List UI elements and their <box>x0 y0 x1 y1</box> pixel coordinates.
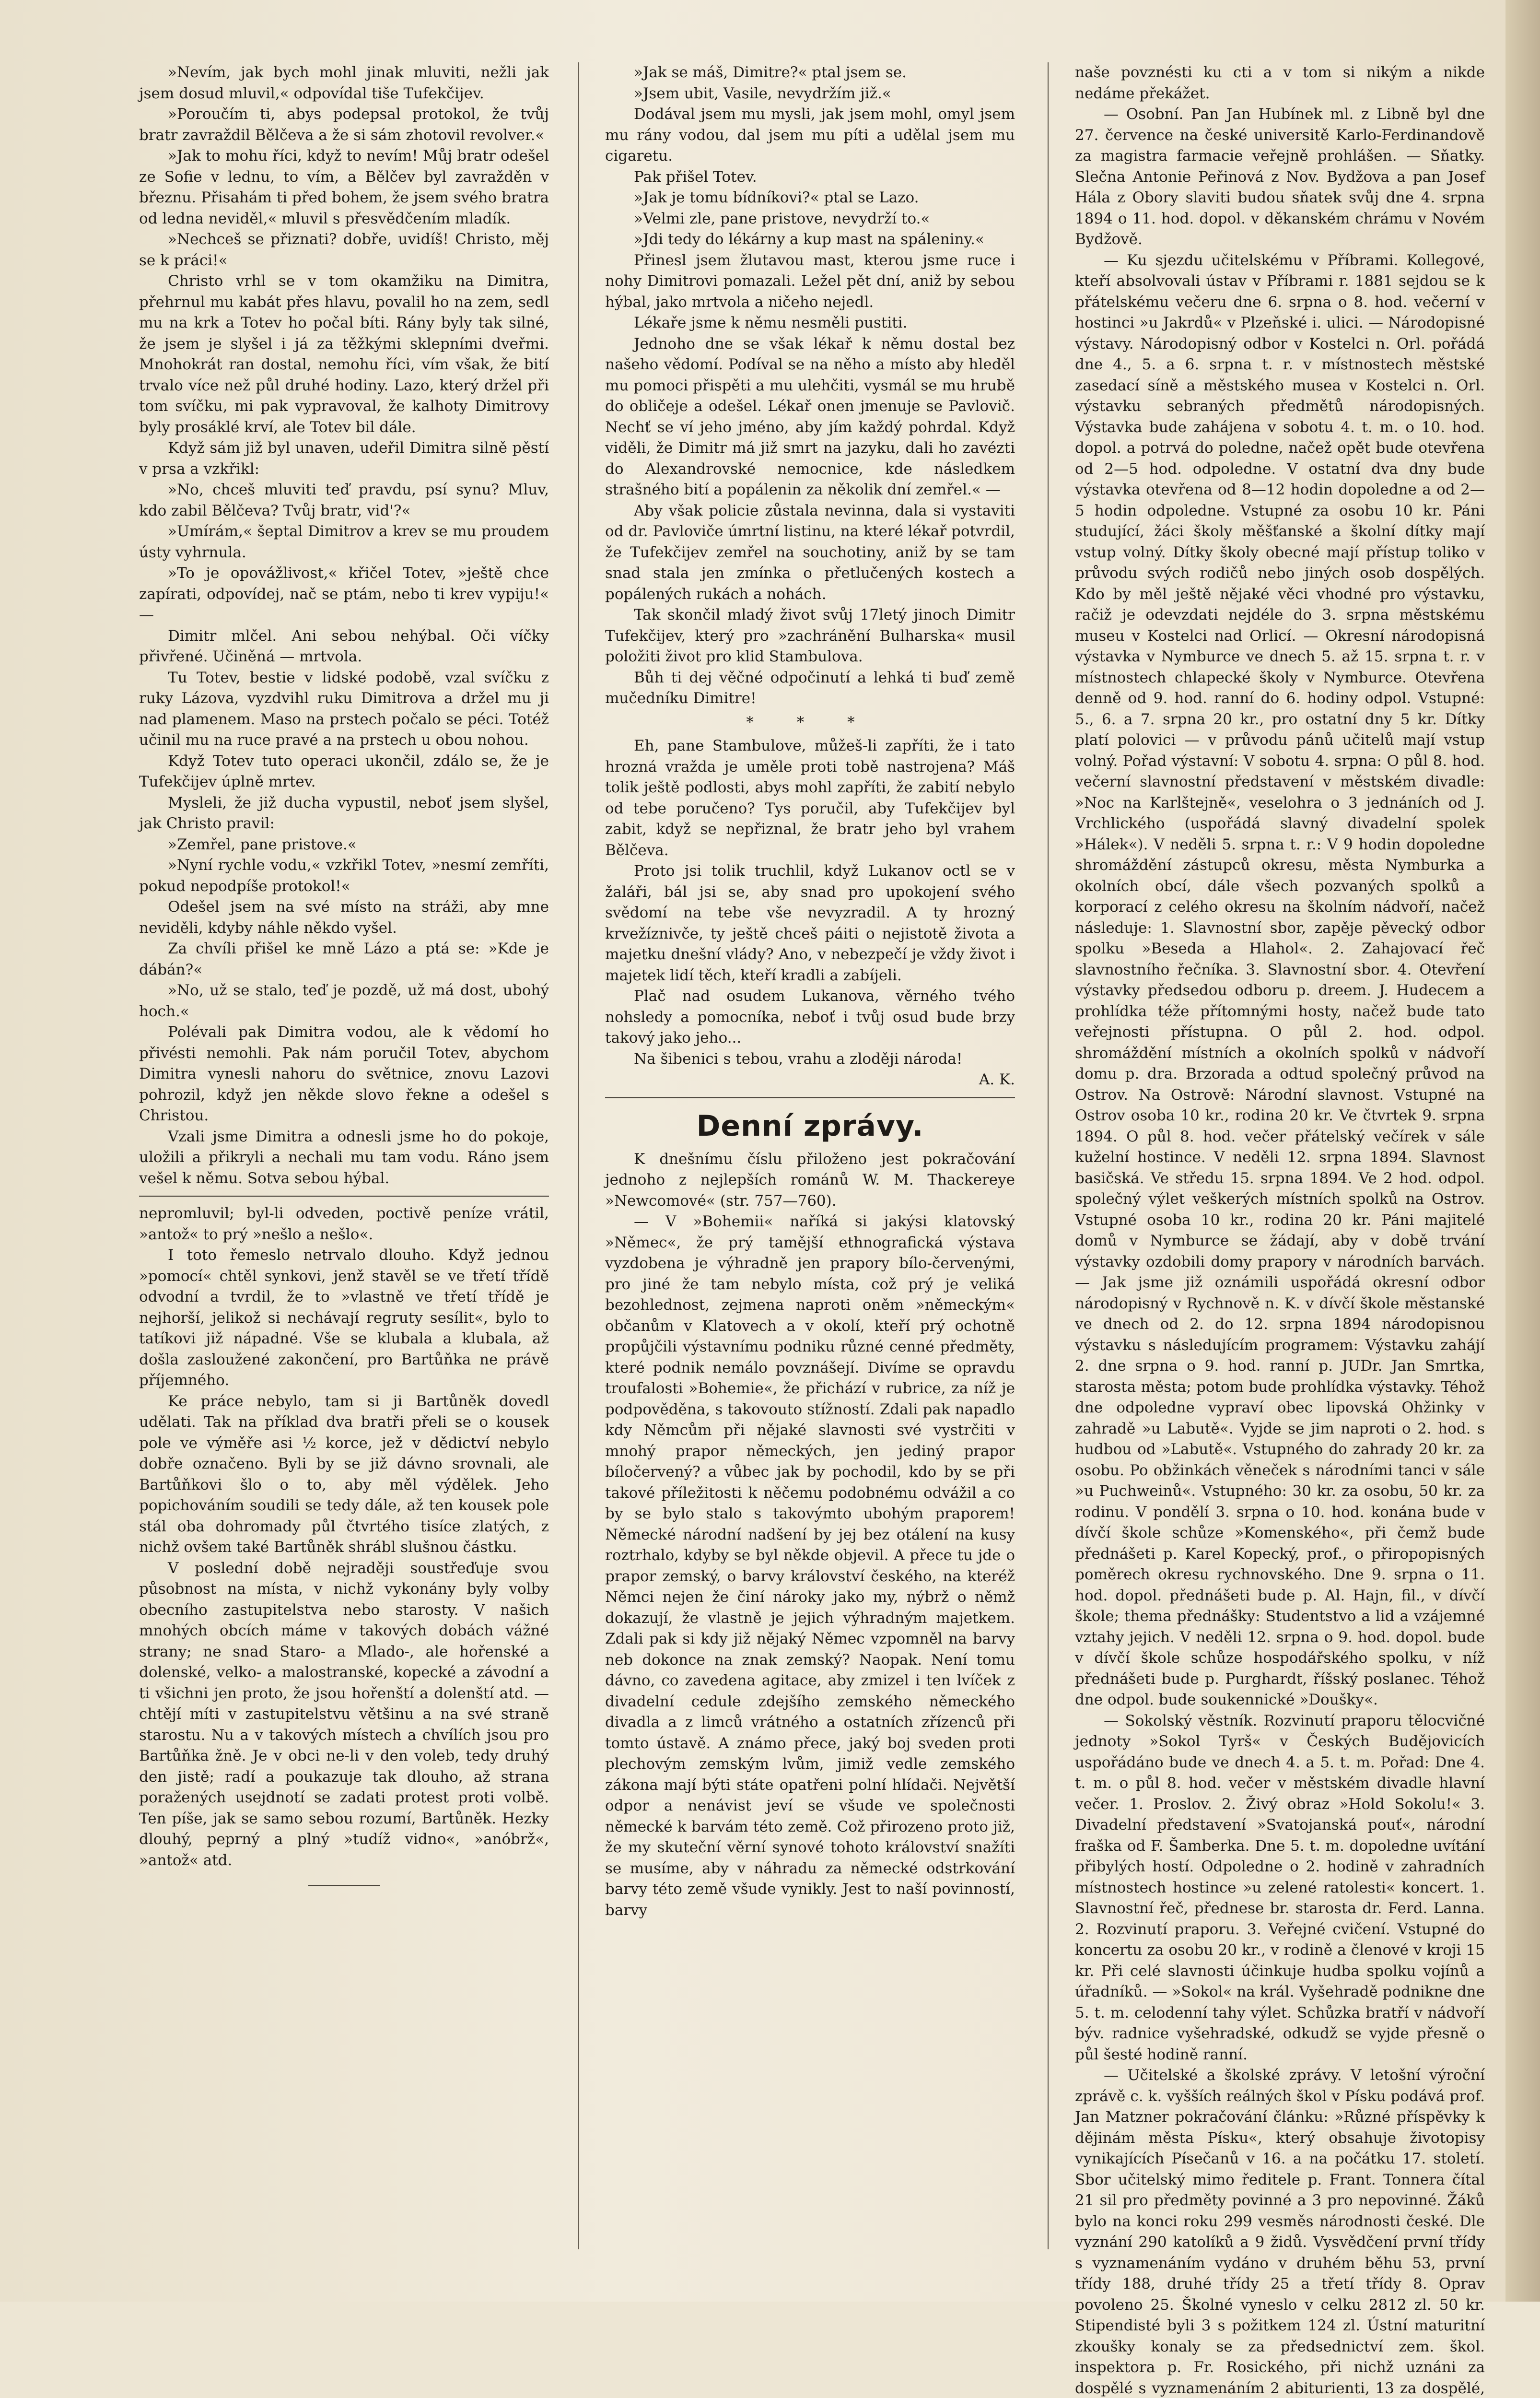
paragraph: »No, chceš mluviti teď pravdu, psí synu? Mluv, kdo zabil Bělčeva? Tvůj bratr, vid'?« <box>139 481 549 519</box>
column-2-story <box>605 62 1015 709</box>
paragraph: »Jak to mohu říci, když to nevím! Můj bratr odešel ze Sofie v lednu, to vím, a Bělčev byl zavražděn v březnu. Přisahám ti před bohem, že jsem svého bratra od ledna neviděl,« mluvil s přesvědčením mladík. <box>139 147 549 227</box>
paragraph: Mysleli, že již ducha vypustil, neboť jsem slyšel, jak Christo pravil: <box>139 794 549 832</box>
paragraph: Když sám již byl unaven, udeřil Dimitra silně pěstí v prsa a vzkřikl: <box>139 439 549 478</box>
page-binding-edge <box>1505 0 1540 2302</box>
paragraph: naše povznésti ku cti a v tom si nikým a nikde nedáme překážet. <box>1075 64 1485 102</box>
column-3-news <box>1075 62 1485 2398</box>
signature-line <box>605 1070 1015 1091</box>
paragraph: »Umírám,« šeptal Dimitrov a krev se mu proudem ústy vyhrnula. <box>139 523 549 561</box>
paragraph: »Poroučím ti, abys podepsal protokol, že tvůj bratr zavraždil Bělčeva a že si sám zhotovil revolver.« <box>139 106 549 144</box>
column-2 <box>605 62 1015 1921</box>
news-items <box>605 1149 1015 1921</box>
paragraph: — Osobní. Pan Jan Hubínek ml. z Libně byl dne 27. července na české universitě Karlo-Ferdinandově za magistra farmacie veřejně prohlášen. — Sňatky. Slečna Antonie Peřinová z Nov. Bydžova a pan Josef Hála z Obory slaviti budou sňatek svůj dne 4. srpna 1894 o 11. hod. dopol. v děkanském chrámu v Novém Bydžově. <box>1075 106 1485 248</box>
section-rule <box>605 1097 1015 1098</box>
column-1-story <box>139 62 549 1189</box>
paragraph: Aby však policie zůstala nevinna, dala si vystaviti od dr. Pavloviče úmrtní listinu, na které lékař potvrdil, že Tufekčijev zemřel na souchotiny, aniž by se tam snad stala jen zmínka o přetlučených kostech a popálených rukách a nohách. <box>605 502 1015 603</box>
paragraph: Proto jsi tolik truchlil, když Lukanov octl se v žaláři, bál jsi se, aby snad pro upokojení svého svědomí na tebe vše nevyzradil. A ty hrozný krvežíznivče, ty ještě chceš páiti o nejistotě života a majetku dnešní vlády? Ano, v nebezpečí je vždy život i majetek lidí těch, kteří kradli a zabíjeli. <box>605 862 1015 984</box>
column-2-story-end <box>605 736 1015 1070</box>
paragraph: K dnešnímu číslu přiloženo jest pokračování jednoho z nejlepších románů W. M. Thackereye »Newcomové« (str. 757—760). <box>605 1150 1015 1210</box>
paragraph: »Nyní rychle vodu,« vzkřikl Totev, »nesmí zemříti, pokud nepodpíše protokol!« <box>139 857 549 895</box>
paragraph: Dimitr mlčel. Ani sebou nehýbal. Oči víčky přivřené. Učiněná — mrtvola. <box>139 627 549 665</box>
paragraph: — Učitelské a školské zprávy. V letošní výroční zprávě c. k. vyšších reálných škol v Písku podává prof. Jan Matzner pokračování článku: »Různé příspěvky k dějinám města Písku«, který obsahuje životopisy vynikajících Písečanů v 16. a na počátku 17. století. Sbor učitelský mimo ředitele p. Frant. Tonnera čítal 21 sil pro předměty povinné a 3 pro nepovinné. Žáků bylo na konci roku 299 vesměs národnosti české. Dle vyznání 290 katolíků a 9 židů. Vysvědčení první třídy s vyznamenáním vydáno v druhém běhu 53, první třídy 188, druhé třídy 25 a třetí třídy 8. Oprav povoleno 25. Školné vyneslo v celku 2812 zl. 50 kr. Stipendisté byli 3 s požitkem 124 zl. Ústní maturitní zkoušky konaly se za předsednictví zem. škol. inspektora p. Fr. Rosického, při nichž uznáni za dospělé s vyznamenáním 2 abiturienti, 13 za dospělé, <box>1075 2067 1485 2397</box>
column-3 <box>1075 62 1485 2398</box>
column-1-continuation <box>139 1203 549 1871</box>
paragraph: Pak přišel Totev. <box>634 168 757 186</box>
paragraph: »Jak je tomu bídníkovi?« ptal se Lazo. <box>634 189 919 206</box>
paragraph: Lékaře jsme k němu nesměli pustiti. <box>634 314 908 331</box>
paragraph: Na šibenici s tebou, vrahu a zloději národa! <box>634 1050 963 1068</box>
paragraph: — Sokolský věstník. Rozvinutí praporu tělocvičné jednoty »Sokol Tyrš« v Českých Budějovicích uspořádáno bude ve dnech 4. a 5. t. m. Pořad: Dne 4. t. m. o půl 8. hod. večer v městském divadle hlavní večer. 1. Proslov. 2. Živý obraz »Hold Sokolu!« 3. Divadelní představení »Svatojanská pouť«, národní fraška od F. Šamberka. Dne 5. t. m. dopoledne uvítání přibylých hostí. Odpoledne o 2. hodině v zahradních místnostech hostince »u zelené ratolesti« koncert. 1. Slavnostní řeč, přednese br. starosta dr. Ferd. Lanna. 2. Rozvinutí praporu. 3. Veřejné cvičení. Vstupné do koncertu za osobu 20 kr., v rodině a členové v kroji 15 kr. Při celé slavnosti účinkuje hudba spolku vojínů a úřadníků. — »Sokol« na král. Vyšehradě podnikne dne 5. t. m. celodenní tahy výlet. Schůzka bratří v nádvoří býv. radnice vyšehradské, odkudž se vyjde přesně o půl šesté hodině ranní. <box>1075 1712 1485 2063</box>
column-1 <box>139 62 549 1886</box>
paragraph: »Zemřel, pane pristove.« <box>168 835 357 853</box>
paragraph: Když Totev tuto operaci ukončil, zdálo se, že je Tufekčijev úplně mrtev. <box>139 752 549 790</box>
paragraph: nepromluvil; byl-li odveden, poctivě peníze vrátil, »antož« to prý »nešlo a nešlo«. <box>139 1205 549 1243</box>
paragraph: Přinesl jsem žlutavou mast, kterou jsme ruce i nohy Dimitrovi pomazali. Ležel pět dní, aniž by sebou hýbal, jako mrtvola a ničeho nejedl. <box>605 251 1015 311</box>
paragraph: »Jsem ubit, Vasile, nevydržím již.« <box>634 84 891 102</box>
paragraph: Tu Totev, bestie v lidské podobě, vzal svíčku z ruky Lázova, vyzdvihl ruku Dimitrova a držel mu ji nad plamenem. Maso na prstech počalo se péci. Totéž učinil mu na ruce pravé a na prstech u obou nohou. <box>139 669 549 749</box>
paragraph: »Jdi tedy do lékárny a kup mast na spáleniny.« <box>634 231 984 248</box>
paragraph: Plač nad osudem Lukanova, věrného tvého nohsledy a pomocníka, neboť i tvůj osud bude brzy takový jako jeho... <box>605 987 1015 1046</box>
paragraph: Christo vrhl se v tom okamžiku na Dimitra, přehrnul mu kabát přes hlavu, povalil ho na zem, sedl mu na krk a Totev ho počal bíti. Rány byly tak silné, že jsem je slyšel i já za těžkými sklepními dveřmi. Mnohokrát ran dostal, nemohu říci, vím však, že bití trvalo více než půl druhé hodiny. Lazo, který držel při tom svíčku, mi pak vypravoval, že kalhoty Dimitrovy byly prosáklé krví, ale Totev bil dále. <box>139 272 549 436</box>
paragraph: »Nechceš se přiznati? dobře, uvidíš! Christo, měj se k práci!« <box>139 231 549 269</box>
paragraph: »Jak se máš, Dimitre?« ptal jsem se. <box>634 64 907 81</box>
paragraph: »Nevím, jak bych mohl jinak mluviti, nežli jak jsem dosud mluvil,« odpovídal tiše Tufekčijev. <box>139 64 549 102</box>
paragraph: — Ku sjezdu učitelskému v Příbrami. Kollegové, kteří absolvovali ústav v Příbrami r. 1881 sejdou se k přátelskému večeru dne 6. srpna o 8. hod. večerní v hostinci »u Jakrdů« v Plzeňské i. ulici. — Národopisné výstavy. Národopisný odbor v Kostelci n. Orl. pořádá dne 4., 5. a 6. srpna t. r. v místnostech městské zasedací síně a městského musea v Kostelci n. Orl. výstavku sebraných předmětů národopisných. Výstavka bude zahájena v sobotu 4. t. m. o 10. hod. dopol. a potrvá do poledne, načež opět bude otevřena od 2—5 hod. odpoledne. V ostatní dva dny bude výstavka otevřena od 8—12 hodin dopoledne a od 2—5 hodin odpoledne. Vstupné za osobu 10 kr. Páni studující, žáci školy měšťanské a školní dítky mají vstup volný. Dítky školy obecné mají přístup toliko v průvodu svých rodičů nebo jiných osob dospělých. Kdo by měl ještě nějaké věci vhodné pro výstavku, račiž je odevzdati nejdéle do 3. srpna městskému museu v Kostelci nad Orlicí. — Okresní národopisná výstavka v Nymburce ve dnech 5. až 15. srpna t. r. v místnostech chlapecké školy v Nymburce. Otevřena denně od 9. hod. ranní do 6. hodiny odpol. Vstupné: 5., 6. a 7. srpna 20 kr., pro ostatní dny 5 kr. Dítky platí polovici — v průvodu pánů učitelů mají vstup volný. Pořad výstavní: V sobotu 4. srpna: O půl 8. hod. večerní slavnostní představení v městském divadle: »Noc na Karlštejně«, veselohra o 3 jednáních od J. Vrchlického (uspořádá slavný divadelní spolek »Hálek«). V neděli 5. srpna t. r.: V 9 hodin dopoledne shromáždění zástupců okresu, města Nymburka a okolních obcí, dále všech pozvaných spolků a korporací z celého okresu na školním nádvoří, načež následuje: 1. Slavnostní sbor, zapěje pěvecký odbor spolku »Beseda a Hlahol«. 2. Zahajovací řeč slavnostního řečníka. 3. Slavnostní sbor. 4. Otevření výstavky předsedou odboru p. dreem. J. Hudecem a prohlídka téže přítomnými hosty, načež bude tato veřejnosti přístupna. O půl 2. hod. odpol. shromáždění místních a okolních spolků v nádvoří domu p. dra. Brzorada a odtud společný průvod na Ostrov. Na Ostrově: Národní slavnost. Vstupné na Ostrov osoba 10 kr., rodina 20 kr. Ve čtvrtek 9. srpna 1894. O půl 8. hod. večer přátelský večírek v sále kuželní hostince. V neděli 12. srpna 1894. Slavnost basičská. Ve středu 15. srpna 1894. Ve 2 hod. odpol. společný výlet veškerých místních spolků na Ostrov. Vstupné osoba 10 kr., rodina 20 kr. Páni majitelé domů v Nymburce se žádají, aby v době trvání výstavky ozdobili domy prapory v národních barvách. — Jak jsme již oznámili uspořádá okresní odbor národopisný v Rychnově n. K. v dívčí škole městanské ve dnech od 2. do 12. srpna 1894 národopisnou výstavku s následujícím programem: Výstavku zahájí 2. dne srpna o 9. hod. ranní p. JUDr. Jan Smrtka, starosta města; potom bude prohlídka výstavky. Téhož dne odpoledne vypraví obec lipovská Ohžinky v zahradě »u Labutě«. Vyjde se jim naproti o 2. hod. s hudbou od »Labutě«. Vstupného do zahrady 20 kr. za osobu. Po obžinkách věneček s národními tanci v sále »u Puchweinů«. Vstupného: 30 kr. za osobu, 50 kr. za rodinu. V pondělí 3. srpna o 10. hod. konána bude v dívčí škole schůze »Komenského«, při čemž bude přednášeti p. Karel Kopecký, prof., o přiropopisných poměrech okresu rychnovského. Dne 9. srpna o 11. hod. dopol. přednášeti bude p. Al. Hajn, fil., v dívčí škole; thema přednášky: Studentstvo a lid a vzájemné vztahy jejich. V neděli 12. srpna o 9. hod. dopol. bude v dívčí škole schůze hospodářského spolku, v níž přednášeti bude p. Purghardt, říšský poslanec. Téhož dne odpol. bude soukennické »Doušky«. <box>1075 251 1485 1708</box>
column-divider-2 <box>1048 62 1049 2249</box>
paragraph: »No, už se stalo, teď je pozdě, už má dost, ubohý hoch.« <box>139 982 549 1020</box>
paragraph: — V »Bohemii« naříká si jakýsi klatovský »Němec«, že prý tamější ethnografická výstava vyzdobena je výhradně jen prapory bílo-červenými, pro jiné že tam nebylo místa, což prý je veliká bezohlednost, zejmena naproti oněm »německým« občanům v Klatovech a v okolí, kteří prý ochotně propůjčili výstavnímu podniku různé cenné předměty, které podnik nemálo povznášejí. Divíme se opravdu troufalosti »Bohemie«, že přichází v rubrice, za níž je podpověděna, s takovouto stížností. Zdali pak napadlo kdy Němcům při nějaké slavnosti své vystrčiti v mnohý prapor německých, jen jediný prapor bíločervený? a vůbec jak by pochodil, kdo by se při takové příležitosti k něčemu podobnému odvážil a co by se bylo stalo s takovýmto ubohým praporem! Německé národní nadšení by jej bez otálení na kusy roztrhalo, kdyby se byl někde objevil. A přece tu jde o prapor zemský, o barvy království českého, na kteréž Němci nejen že činí nároky jako my, nýbrž o němž dokazují, že vlastně je jejich výhradným majetkem. Zdali pak si kdy již nějaký Němec vzpomněl na barvy neb dokonce na znak zemský? Naopak. Není tomu dávno, co zavedena agitace, aby zmizel i ten lvíček z divadelní cedule zdejšího zemského německého divadla a z limců vrátného a ostatních zřízenců při tomto ústavě. A známo přece, jaký boj sveden proti plechovým zemským lvům, jimiž vedle zemského zákona mají býti státe opatřeni polní hlídači. Největší odpor a nenávist jeví se všude ve společnosti německé k barvám této země. Což přirozeno proto již, že my skuteční věrní synové tohoto království snažíti se musíme, aby v náhradu za německé odstrkování barvy této země všude vynikly. Jest to naší povinností, barvy <box>605 1213 1015 1919</box>
section-stars: * * * <box>746 713 874 731</box>
author-signature: A. K. <box>979 1071 1015 1088</box>
paragraph: Bůh ti dej věčné odpočinutí a lehká ti buď země mučedníku Dimitre! <box>605 669 1015 707</box>
paragraph: »To je opovážlivost,« křičel Totev, »ještě chce zapírati, odpovídej, nač se ptám, nebo ti krev vypiju!« — <box>139 564 549 623</box>
paragraph: Tak skončil mladý život svůj 17letý jinoch Dimitr Tufekčijev, který pro »zachránění Bulharska« musil položiti život pro klid Stambulova. <box>605 606 1015 665</box>
paragraph: »Velmi zle, pane pristove, nevydrží to.« <box>634 210 930 227</box>
paragraph: Jednoho dne se však lékař k němu dostal bez našeho vědomí. Podíval se na něho a místo aby hleděl mu pomoci přispěti a mu ulehčiti, vysmál se mu hrubě do obličeje a odešel. Lékař onen jmenuje se Pavlovič. Nechť se ví jeho jméno, aby jím každý pohrdal. Když viděli, že Dimitr má již smrt na jazyku, dali ho zavézti do Alexandrovské nemocnice, kde následkem strašného bití a popálenin za několik dní zemřel.« — <box>605 335 1015 498</box>
paragraph: Eh, pane Stambulove, můžeš-li zapříti, že i tato hrozná vražda je uměle proti tobě nastrojena? Máš tolik ještě podlosti, abys mohl zapříti, že zabití nebylo od tebe poručeno? Tys poručil, aby Tufekčijev byl zabit, když se nepřiznal, že bratr jeho byl vrahem Bělčeva. <box>605 737 1015 859</box>
paragraph: Dodával jsem mu mysli, jak jsem mohl, omyl jsem mu rány vodou, dal jsem mu píti a udělal jsem mu cigaretu. <box>605 106 1015 165</box>
column-divider-1 <box>578 62 579 2249</box>
column-1-rule <box>139 1196 549 1197</box>
paragraph: Za chvíli přišel ke mně Lázo a ptá se: »Kde je dábán?« <box>139 940 549 978</box>
section-title: Denní zprávy. <box>696 1109 924 1143</box>
paragraph: I toto řemeslo netrvalo dlouho. Když jednou »pomocí« chtěl synkovi, jenž stavěl se ve třetí třídě odvodní a tvrdil, že to »vlastně ve třetí třídě je nejhorší, jelikož si nechávají regruty sesílit«, bylo to tatíkovi již nápadné. Vše se klubala a klubala, až došla zasloužené zakončení, pro Bartůňka ne právě příjemného. <box>139 1246 549 1389</box>
column-1-end-rule <box>308 1885 380 1886</box>
paragraph: V poslední době nejraději soustřeďuje svou působnost na místa, v nichž vykonány byly volby obecního zastupitelstva nebo starosty. V našich mnohých obcích máme v takových dobách vážné strany; ne snad Staro- a Mlado-, ale hořenské a dolenské, velko- a malostranské, kopecké a závodní a ti všichni jen proto, že jsou hořenští a dolenští atd. — chtějí míti v zastupitelstvu většinu a na své straně starostu. Nu a v takových místech a chvílích jsou pro Bartůňka žně. Je v obci ne-li v den voleb, tedy druhý den jistě; radí a poukazuje tak dlouho, až strana poražených usejdnotí se zadati protest proti volbě. Ten píše, jak se samo sebou rozumí, Bartůněk. Hezky dlouhý, peprný a plný »tudíž vidno«, »anóbrž«, »antož« atd. <box>139 1559 549 1869</box>
paragraph: Odešel jsem na své místo na stráži, aby mne neviděli, kdyby náhle někdo vyšel. <box>139 898 549 937</box>
paragraph: Ke práce nebylo, tam si ji Bartůněk dovedl udělati. Tak na příklad dva bratři přeli se o kousek pole ve výměře asi ½ korce, jež v dědictví nebylo dobře označeno. Byli by se již dávno srovnali, ale Bartůňkovi šlo o to, aby měl výdělek. Jeho popichováním soudili se tedy dále, až ten kousek pole stál oba dohromady půl čtvrtého tisíce zlatých, z nichž ovšem také Bartůněk shrábl slušnou částku. <box>139 1392 549 1556</box>
paragraph: Polévali pak Dimitra vodou, ale k vědomí ho přivésti nemohli. Pak nám poručil Totev, abychom Dimitra vynesli nahoru do světnice, znovu Lazovi pohrozil, když jen někde slovo řekne a odešel s Christou. <box>139 1023 549 1124</box>
paragraph: Vzali jsme Dimitra a odnesli jsme ho do pokoje, uložili a přikryli a nechali mu tam vodu. Ráno jsem vešel k němu. Sotva sebou hýbal. <box>139 1128 549 1187</box>
